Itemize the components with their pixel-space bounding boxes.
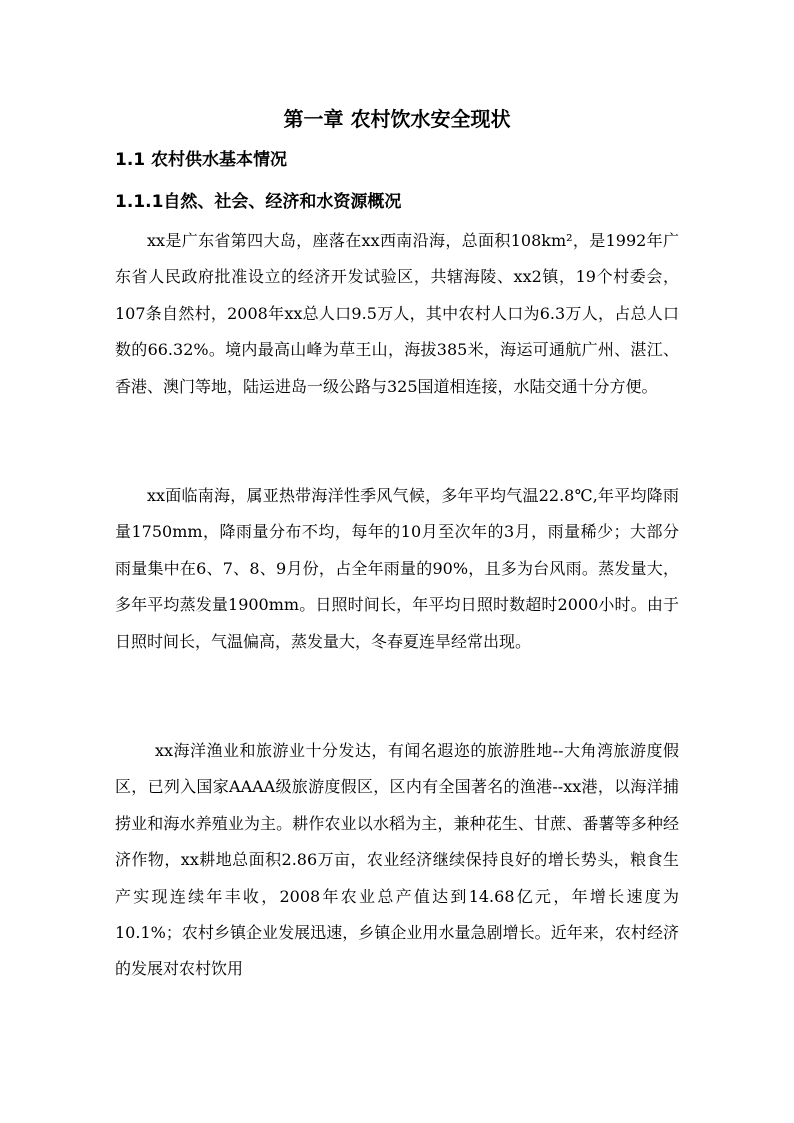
paragraph-geography: xx是广东省第四大岛，座落在xx西南沿海，总面积108km²，是1992年广东省人民政府批准设立的经济开发试验区，共辖海陵、xx2镇，19个村委会，107条自然村，2008年xx总人口9.5万人，其中农村人口为6.3万人，占总人口数的66.32%。境内最高山峰为草王山，海拔385米，海运可通航广州、湛江、香港、澳门等地，陆运进岛一级公路与325国道相连接，水陆交通十分方便。	[115, 231, 679, 396]
section-heading: 1.1 农村供水基本情况	[115, 150, 288, 170]
subsection-heading: 1.1.1自然、社会、经济和水资源概况	[115, 192, 402, 212]
paragraph-economy: xx海洋渔业和旅游业十分发达，有闻名遐迩的旅游胜地--大角湾旅游度假区，已列入国家AAAA级旅游度假区，区内有全国著名的渔港--xx港，以海洋捕捞业和海水养殖业为主。耕作农业以水稻为主，兼种花生、甘蔗、番薯等多种经济作物，xx耕地总面积2.86万亩，农业经济继续保持良好的增长势头，粮食生产实现连续年丰收，2008年农业总产值达到14.68亿元，年增长速度为10.1%；农村乡镇企业发展迅速，乡镇企业用水量急剧增长。近年来，农村经济的发展对农村饮用	[115, 741, 679, 979]
paragraph-climate: xx面临南海，属亚热带海洋性季风气候，多年平均气温22.8℃,年平均降雨量1750mm，降雨量分布不均，每年的10月至次年的3月，雨量稀少；大部分雨量集中在6、7、8、9月份，占全年雨量的90%，且多为台风雨。蒸发量大，多年平均蒸发量1900mm。日照时间长，年平均日照时数超时2000小时。由于日照时间长，气温偏高，蒸发量大，冬春夏连旱经常出现。	[115, 486, 679, 651]
chapter-title: 第一章 农村饮水安全现状	[283, 107, 511, 131]
